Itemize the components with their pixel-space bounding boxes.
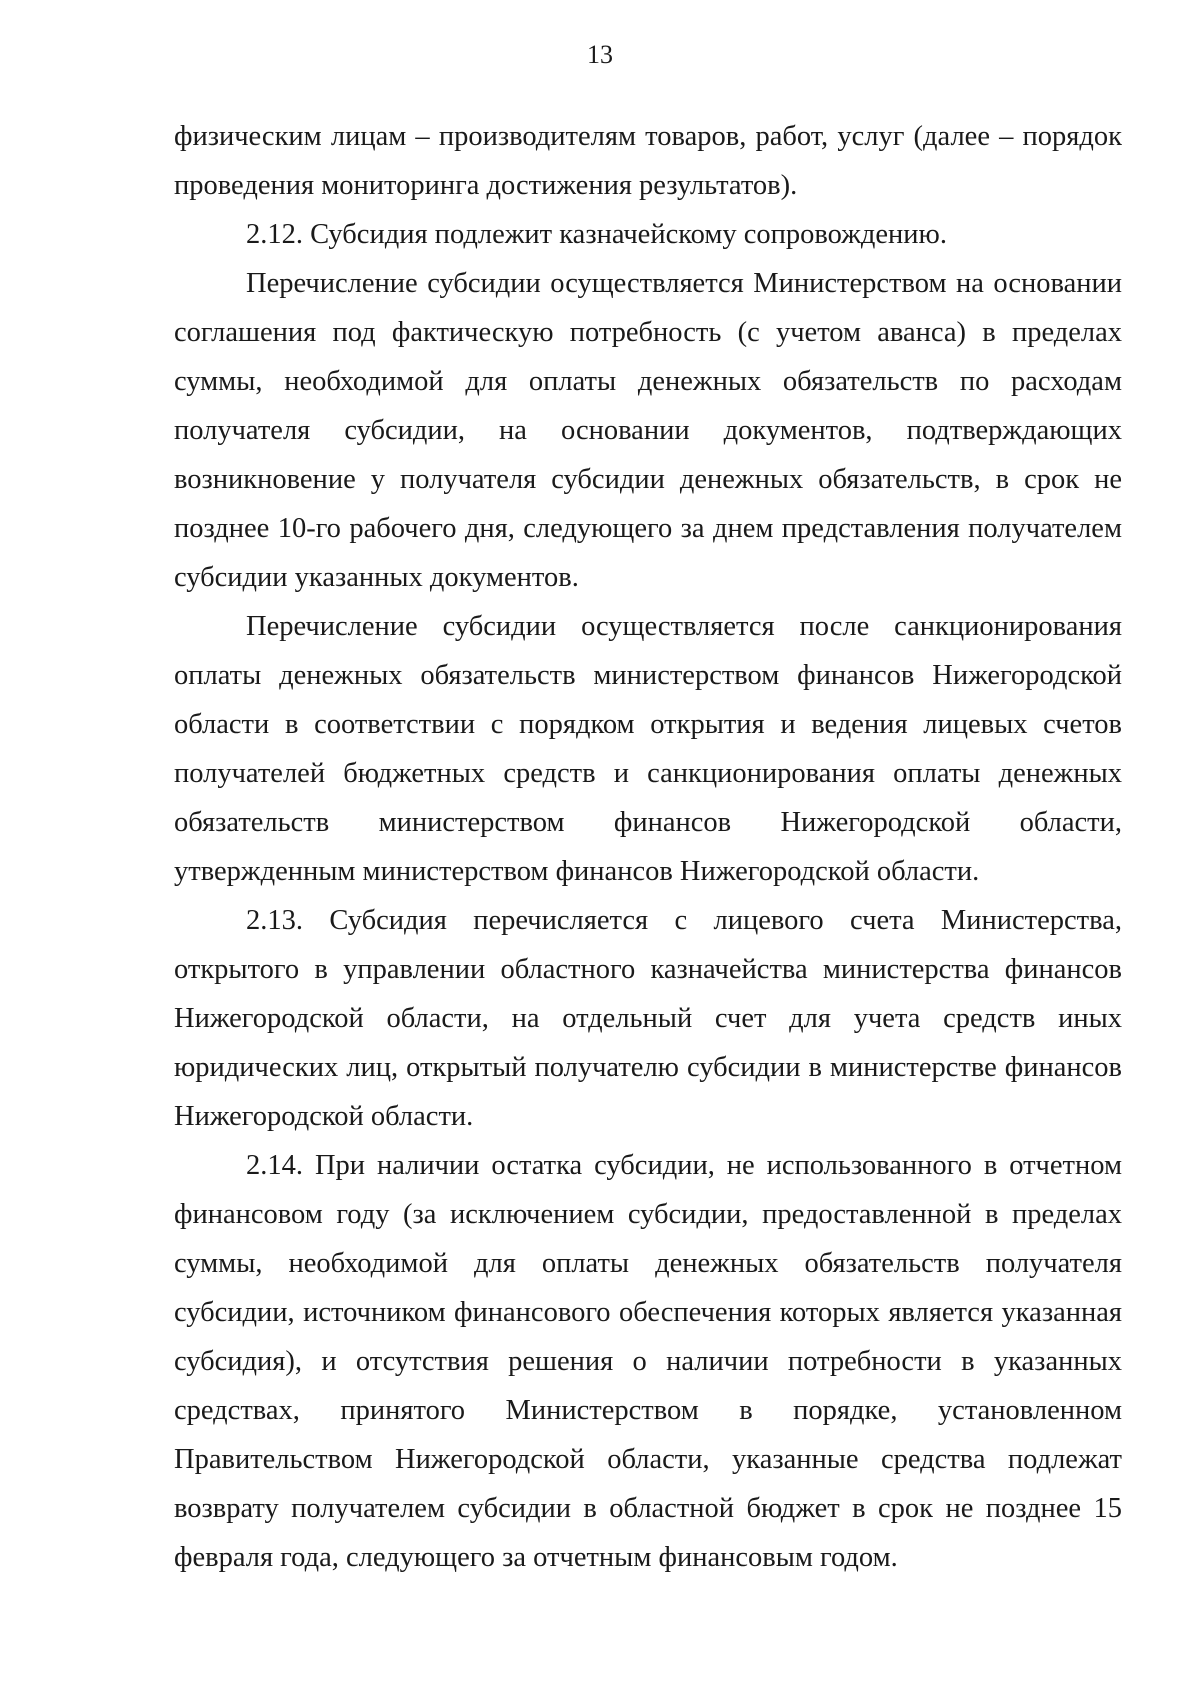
paragraph-transfer-sanction: Перечисление субсидии осуществляется после санкционирования оплаты денежных обязательств министерством финансов Нижегородской области в соответствии с порядком открытия и ведения лицевых счетов получателей бюджетных средств и санкционирования оплаты денежных обязательств министерством финансов Нижегородской области, утвержденным министерством финансов Нижегородской области. [174,611,1122,887]
page-number: 13 [587,40,613,69]
paragraph-transfer-basis: Перечисление субсидии осуществляется Министерством на основании соглашения под фактическую потребность (с учетом аванса) в пределах суммы, необходимой для оплаты денежных обязательств по расходам получателя субсидии, на основании документов, подтверждающих возникновение у получателя субсидии денежных обязательств, в срок не позднее 10-го рабочего дня, следующего за днем представления получателем субсидии указанных документов. [174,268,1122,593]
paragraph-2-12: 2.12. Субсидия подлежит казначейскому сопровождению. [246,219,947,250]
document-body [174,112,1122,1582]
paragraph-continuation: физическим лицам – производителям товаров, работ, услуг (далее – порядок проведения мониторинга достижения результатов). [174,121,1122,201]
paragraph-2-14: 2.14. При наличии остатка субсидии, не использованного в отчетном финансовом году (за исключением субсидии, предоставленной в пределах суммы, необходимой для оплаты денежных обязательств получателя субсидии, источником финансового обеспечения которых является указанная субсидия), и отсутствия решения о наличии потребности в указанных средствах, принятого Министерством в порядке, установленном Правительством Нижегородской области, указанные средства подлежат возврату получателем субсидии в областной бюджет в срок не позднее 15 февраля года, следующего за отчетным финансовым годом. [174,1150,1122,1573]
paragraph-2-13: 2.13. Субсидия перечисляется с лицевого счета Министерства, открытого в управлении областного казначейства министерства финансов Нижегородской области, на отдельный счет для учета средств иных юридических лиц, открытый получателю субсидии в министерстве финансов Нижегородской области. [174,905,1122,1132]
